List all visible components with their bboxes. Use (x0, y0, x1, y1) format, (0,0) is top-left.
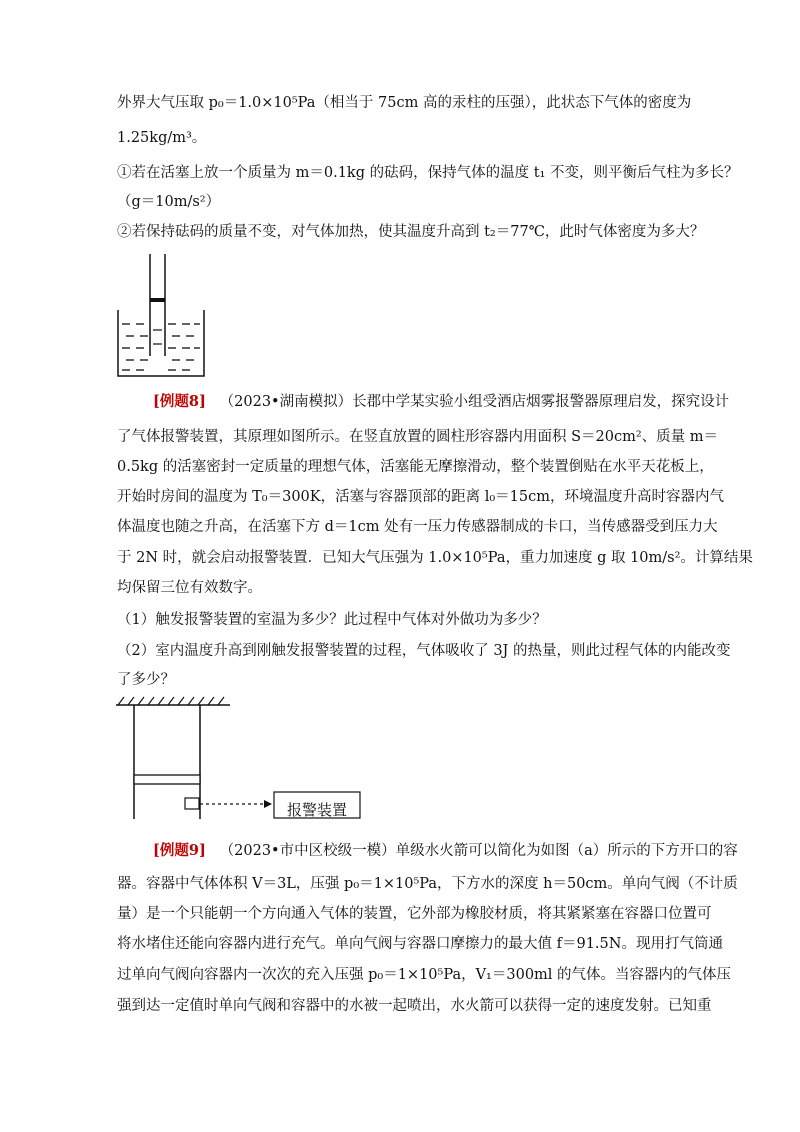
example8-line1 (153, 392, 729, 412)
example9-line1 (153, 841, 738, 861)
example9-line6: 强到达一定值时单向气阀和容器中的水被一起喷出，水火箭可以获得一定的速度发射。已知重 (117, 998, 712, 1014)
example8-line4: 开始时房间的温度为 T₀＝300K，活塞与容器顶部的距离 l₀＝15cm，环境温度升高时容器内气 (117, 489, 724, 505)
example8-line3: 0.5kg 的活塞密封一定质量的理想气体，活塞能无摩擦滑动，整个装置倒贴在水平天花板上， (117, 459, 714, 475)
example8-line7: 均保留三位有效数字。 (117, 580, 262, 596)
problem7-question1-g: （g＝10m/s²） (117, 194, 221, 210)
alarm-device-label: 报警装置 (286, 801, 347, 819)
problem7-text-line1: 外界大气压取 p₀＝1.0×10⁵Pa（相当于 75cm 高的汞柱的压强），此状态下气体的密度为 (117, 95, 692, 111)
problem7-question1: ①若在活塞上放一个质量为 m＝0.1kg 的砝码，保持气体的温度 t₁ 不变，则平衡后气柱为多长？ (117, 165, 739, 181)
example8-question2-b: 了多少？ (117, 672, 175, 688)
example8-line6: 于 2N 时，就会启动报警装置．已知大气压强为 1.0×10⁵Pa，重力加速度 g 取 10m/s²。计算结果 (117, 550, 753, 566)
problem7-text-line2: 1.25kg/m³。 (117, 130, 207, 146)
example9-tag: [例题9] (153, 842, 206, 859)
example8-line2: 了气体报警装置，其原理如图所示。在竖直放置的圆柱形容器内用面积 S＝20cm²、质量 m＝ (117, 429, 719, 445)
problem7-question2: ②若保持砝码的质量不变，对气体加热，使其温度升高到 t₂＝77℃，此时气体密度为多大？ (117, 224, 705, 240)
tube-in-liquid-figure (112, 250, 212, 380)
example8-question2-a: （2）室内温度升高到刚触发报警装置的过程，气体吸收了 3J 的热量，则此过程气体的内能改变 (117, 643, 731, 659)
example8-line5: 体温度也随之升高，在活塞下方 d＝1cm 处有一压力传感器制成的卡口，当传感器受到压力大 (117, 519, 718, 535)
example9-line2: 器。容器中气体体积 V＝3L，压强 p₀＝1×10⁵Pa，下方水的深度 h＝50cm。单向气阀（不计质 (117, 876, 738, 892)
example9-line4: 将水堵住还能向容器内进行充气。单向气阀与容器口摩擦力的最大值 f＝91.5N。现用打气筒通 (117, 936, 723, 952)
example9-line3: 量）是一个只能朝一个方向通入气体的装置，它外部为橡胶材质，将其紧紧塞在容器口位置可 (117, 906, 712, 922)
example9-line5: 过单向气阀向容器内一次次的充入压强 p₀＝1×10⁵Pa，V₁＝300ml 的气体。当容器内的气体压 (117, 967, 732, 983)
example8-text: （2023•湖南模拟）长郡中学某实验小组受酒店烟雾报警器原理启发，探究设计 (219, 394, 730, 410)
example8-question1: （1）触发报警装置的室温为多少？此过程中气体对外做功为多少？ (117, 612, 547, 628)
example8-tag: [例题8] (153, 393, 206, 410)
example9-text: （2023•市中区校级一模）单级水火箭可以简化为如图（a）所示的下方开口的容 (219, 843, 738, 859)
